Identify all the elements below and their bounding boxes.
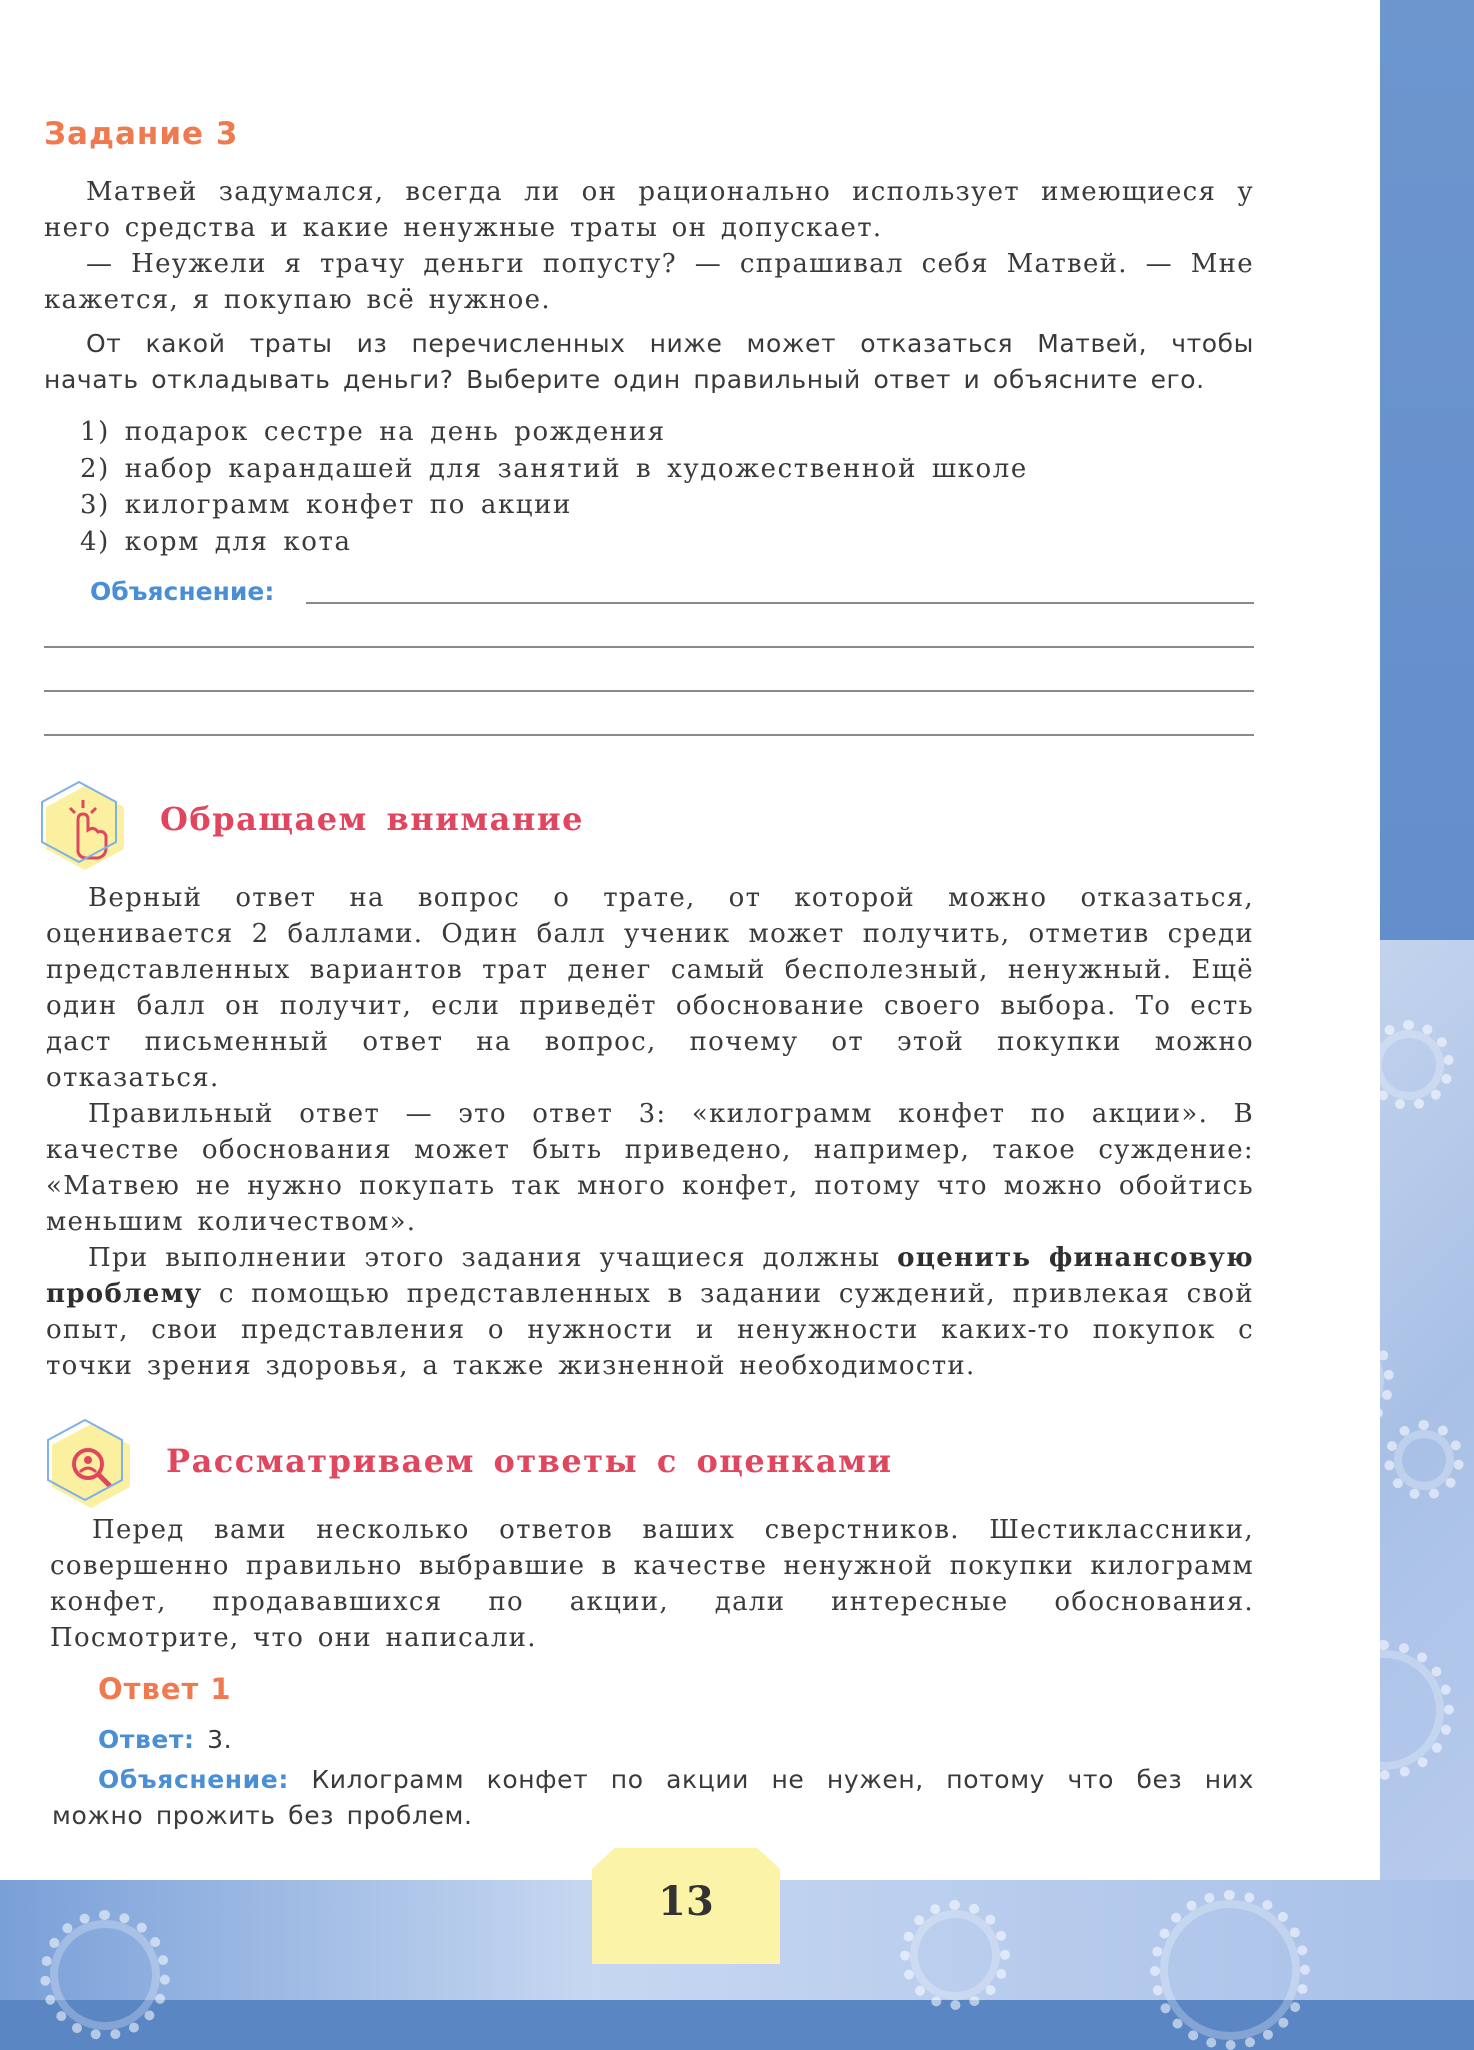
option-2: 2) набор карандашей для занятий в художественной школе: [80, 453, 1028, 484]
answer-explanation-text: Килограмм конфет по акции не нужен, потому что без них можно прожить без проблем.: [52, 1765, 1254, 1830]
attention-p3-bold: оценить финансовую проблему: [46, 1243, 1254, 1309]
page-number: 13: [658, 1878, 714, 1925]
review-intro: Перед вами несколько ответов ваших сверстников. Шестиклассники, совершенно правильно выбравшие в качестве ненужной покупки килограмм конфет, продававшихся по акции, дали интересные обоснования. Посмотрите, что они написали.: [50, 1515, 1254, 1653]
hex-frame-icon: [46, 1418, 124, 1502]
answer-value: 3.: [207, 1725, 233, 1754]
options-list: [80, 414, 1180, 560]
answer-explanation-label: Объяснение:: [98, 1765, 289, 1794]
answer-line[interactable]: [44, 690, 1254, 692]
option-4: 4) корм для кота: [80, 526, 352, 557]
gear-icon: [1150, 1890, 1310, 2050]
explanation-label: Объяснение:: [90, 577, 275, 606]
review-title: Рассматриваем ответы с оценками: [166, 1442, 893, 1480]
answer-line[interactable]: [44, 734, 1254, 736]
gear-icon: [1384, 1420, 1464, 1500]
attention-body: [46, 880, 1254, 1384]
attention-title: Обращаем внимание: [160, 800, 584, 838]
task-intro-1: Матвей задумался, всегда ли он рационально использует имеющиеся у него средства и какие ненужные траты он допускает.: [44, 177, 1254, 243]
answer-1-explanation: [52, 1762, 1254, 1834]
task-intro-2: — Неужели я трачу деньги попусту? — спрашивал себя Матвей. — Мне кажется, я покупаю всё нужное.: [44, 249, 1254, 315]
attention-p1: Верный ответ на вопрос о трате, от которой можно отказаться, оценивается 2 баллами. Один балл ученик может получить, отметив среди представленных вариантов трат денег самый бесполезный, ненужный. Ещё один балл он получит, если приведёт обоснование своего выбора. То есть даст письменный ответ на вопрос, почему от этой покупки можно отказаться.: [46, 883, 1254, 1093]
gear-icon: [40, 1910, 170, 2040]
hex-frame-icon: [40, 780, 118, 864]
task-intro: [44, 174, 1254, 318]
attention-p2: Правильный ответ — это ответ 3: «килограмм конфет по акции». В качестве обоснования может быть приведено, например, такое суждение: «Матвею не нужно покупать так много конфет, потому что можно обойтись меньшим количеством».: [46, 1099, 1254, 1237]
option-1: 1) подарок сестре на день рождения: [80, 417, 666, 447]
answer-line[interactable]: [44, 646, 1254, 648]
answer-label: Ответ:: [98, 1725, 195, 1754]
gear-icon: [900, 1900, 1010, 2010]
answer-line[interactable]: [306, 602, 1254, 604]
answer-1-value-row: [98, 1722, 1258, 1758]
answer-1-title: Ответ 1: [98, 1672, 232, 1706]
task-title: Задание 3: [44, 116, 239, 152]
task-question: От какой траты из перечисленных ниже может отказаться Матвей, чтобы начать откладывать деньги? Выберите один правильный ответ и объясните его.: [44, 329, 1254, 394]
attention-p3: При выполнении этого задания учащиеся должны оценить финансовую проблему с помощью представленных в задании суждений, привлекая свой опыт, свои представления о нужности и ненужности каких-то покупок с точки зрения здоровья, а также жизненной необходимости.: [46, 1243, 1254, 1381]
option-3: 3) килограмм конфет по акции: [80, 490, 572, 520]
